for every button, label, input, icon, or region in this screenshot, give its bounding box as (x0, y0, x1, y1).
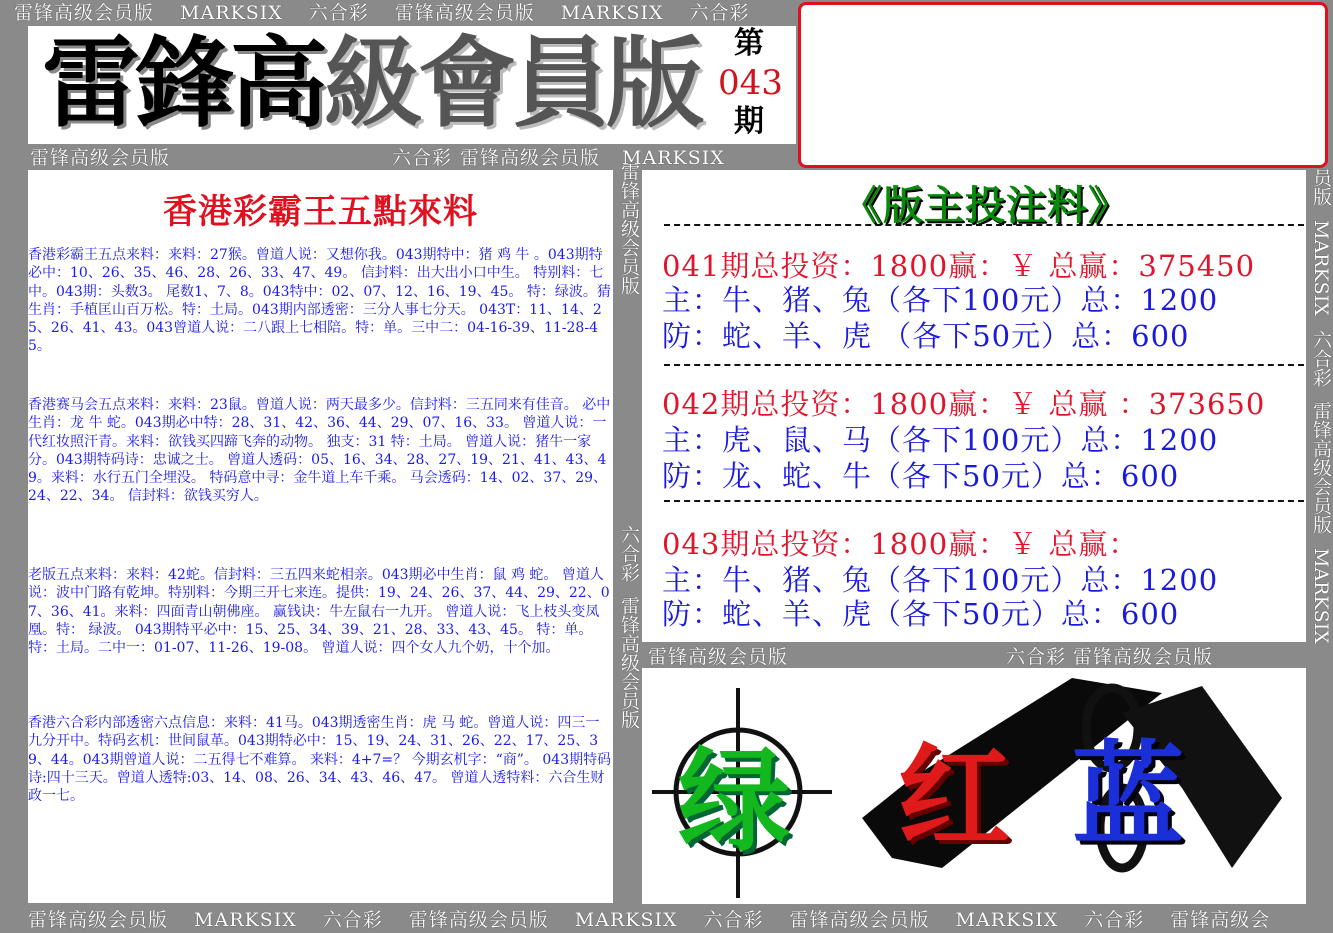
top-watermark-strip: 雷锋高级会员版 MARKSIX 六合彩 雷锋高级会员版 MARKSIX 六合彩 (14, 2, 750, 24)
right-vertical-strip: 员版MARKSIX六合彩雷锋高级会员版MARKSIX (1310, 168, 1332, 644)
bet-record-panel (642, 170, 1306, 642)
divider (664, 364, 1304, 366)
paragraph-bawang: 香港彩霸王五点来料：来料：27猴。曾道人说：又想你我。043期特中：猪 鸡 牛 。043期特必中：10、26、35、46、28、26、33、47、49。 信封料：出大出小口中生。 特别料：七中。043期：头数3。 尾数1、7、8。043特中：02、07、12、16、19、45。 特：绿波。猜生肖：手植匡山百万松。特：土局。043期内部透密：三分人事七分天。 043T：11、14、25、26、41、43。043曾道人说：二八跟上七相陪。特：单。三中二：04-16-39、11-28-45。 (28, 247, 611, 355)
page-title (42, 28, 700, 140)
color-wave-panel (642, 668, 1306, 904)
paragraph-saimahui: 香港赛马会五点来料：来料：23鼠。曾道人说：两天最多少。信封料：三五同来有佳音。 必中生肖：龙 牛 蛇。043期必中特：28、31、42、36、44、29、07、16、33。 曾道人说：一代红妆照汗青。来料：欲钱买四蹄飞奔的动物。 独支：31 特：土局。 曾道人说：猪牛一家分。043期特码诗：忠诚之士。 曾道人透码：05、16、34、28、27、19、21、41、43、49。来料：水行五门全埋没。 特码意中寻：金牛道上车千乘。 马会透码：14、02、37、29、24、22、34。 信封料：欲钱买穷人。 (28, 397, 611, 505)
green-wave-char: 绿 (678, 736, 790, 867)
bet-guard-042: 防：龙、蛇、牛（各下50元）总：600 (662, 459, 1180, 493)
blank-ad-box (798, 2, 1328, 168)
left-panel-title: 香港彩霸王五點來料 (163, 192, 478, 232)
red-wave-char: 红 (898, 732, 1010, 863)
bet-guard-041: 防：蛇、羊、虎 （各下50元）总：600 (662, 319, 1190, 353)
bet-head-042: 042期总投资：1800赢：￥ 总赢 ：373650 (662, 387, 1266, 421)
issue-number: 043 (718, 63, 783, 103)
bet-head-041: 041期总投资：1800赢：￥ 总赢：375450 (662, 249, 1256, 283)
paragraph-neibu: 香港六合彩内部透密六点信息：来料：41马。043期透密生肖：虎 马 蛇。曾道人说：四三一九分开中。特码玄机：世间鼠革。043期特必中：15、19、24、31、26、22、17、25、39、44。043期曾道人说：二五得七不难算。 来料：4+7=？ 今期玄机字：“商”。 043期特码诗:四十三天。曾道人透特:03、14、08、26、34、43、46、47。 曾道人透特料：六合生财政一七。 (28, 715, 612, 805)
header-banner (28, 26, 796, 144)
divider (664, 500, 1304, 502)
issue-prefix: 第 (734, 26, 764, 61)
bet-main-042: 主：虎、鼠、马（各下100元）总：1200 (662, 423, 1219, 457)
center-vertical-strip-lower: 六合彩雷锋高级会员版 (618, 525, 640, 729)
right-mid-watermark-strip: 雷锋高级会员版 六合彩 雷锋高级会员版 (648, 646, 1214, 668)
paragraph-laoban: 老版五点来料：来料：42蛇。信封料：三五四来蛇相亲。043期必中生肖：鼠 鸡 蛇。 曾道人说：波中门路有乾坤。特别料：今期三开七来连。提供：19、24、26、37、44、29、22、07、36、41。来料：四面青山朝佛座。 赢钱诀：牛左鼠右一九开。 曾道人说：飞上枝头变凤凰。特： 绿波。 043期特平必中：15、25、34、39、21、28、33、43、45。 特：单。特：土局。二中一：01-07、11-26、19-08。 曾道人说：四个女人九个奶，十个加。 (28, 567, 610, 657)
blue-wave-char: 蓝 (1072, 730, 1184, 861)
title-part-2: 級會員版 (324, 26, 701, 141)
bet-guard-043: 防：蛇、羊、虎（各下50元）总：600 (662, 597, 1180, 631)
bottom-watermark-strip: 雷锋高级会员版 MARKSIX 六合彩 雷锋高级会员版 MARKSIX 六合彩 雷锋高级会员版 MARKSIX 六合彩 雷锋高级会 (28, 909, 1271, 931)
bet-head-043: 043期总投资：1800赢：￥ 总赢： (662, 527, 1139, 561)
bet-main-041: 主：牛、猪、兔（各下100元）总：1200 (662, 283, 1219, 317)
divider (664, 224, 1304, 226)
bet-record-title: 《版主投注料》 (842, 182, 1129, 229)
title-part-1: 雷鋒高 (42, 26, 325, 141)
issue-suffix: 期 (734, 104, 764, 139)
mid-watermark-strip: 雷锋高级会员版 六合彩 雷锋高级会员版 MARKSIX (30, 147, 725, 169)
issue-label (718, 26, 783, 140)
left-content-panel (28, 170, 613, 903)
center-vertical-strip: 雷锋高级会员版 (618, 162, 640, 295)
bet-main-043: 主：牛、猪、兔（各下100元）总：1200 (662, 563, 1219, 597)
